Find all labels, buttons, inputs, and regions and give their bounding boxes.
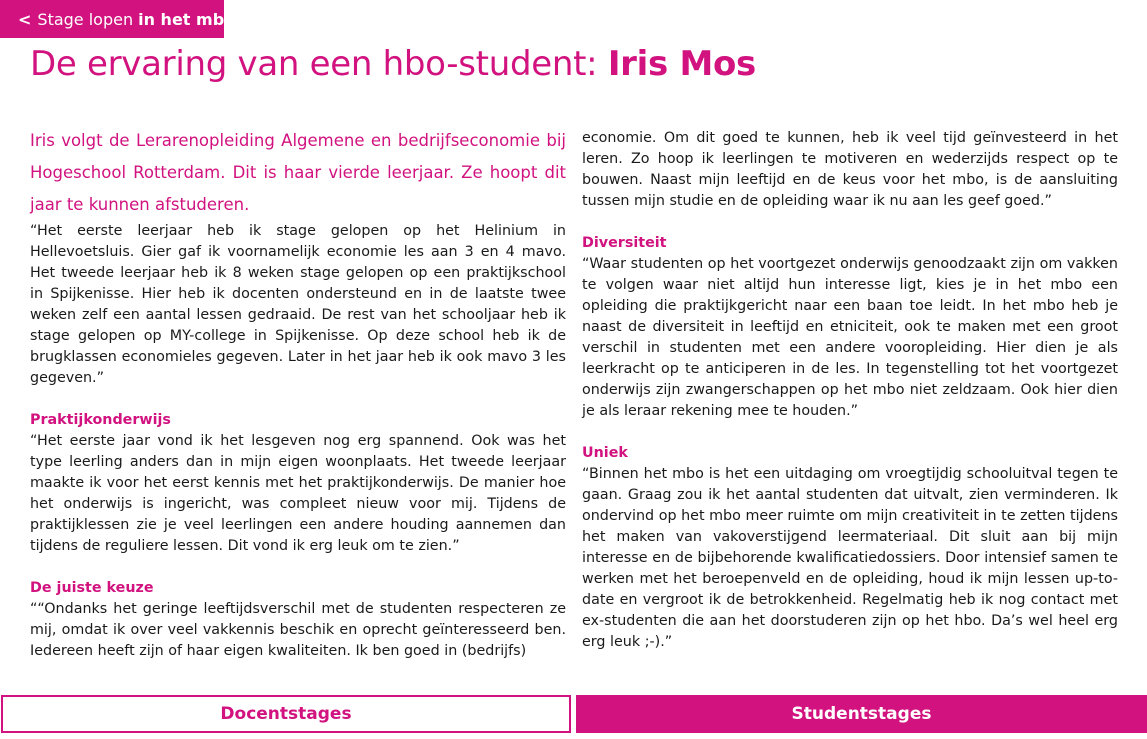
page-title-prefix: De ervaring van een hbo-student: <box>30 44 598 84</box>
paragraph-juiste-keuze: ““Ondanks het geringe leeftijdsverschil met de studenten respecteren ze mij, omdat ik over veel vakkennis beschik en oprecht geïnteresseerd ben. Iedereen heeft zijn of haar eigen kwaliteiten. Ik ben goed in (bedrijfs) <box>30 601 566 659</box>
studentstages-button[interactable]: Studentstages <box>576 695 1147 733</box>
paragraph-uniek: “Binnen het mbo is het een uitdaging om vroegtijdig schooluitval tegen te gaan. Graag zou ik het aantal studenten dat uitvalt, zien verminderen. Ik ondervind op het mbo meer ruimte om mijn creativiteit in te zetten tijdens het maken van vakoverstijgend leermateriaal. Dit sluit aan bij mijn interesse en de bijbehorende kwalificatiedossiers. Door intensief samen te werken met het beroepenveld en de opleiding, houd ik mijn lessen up-to-date en vergroot ik de betrokkenheid. Regelmatig heb ik nog contact met ex-studenten die aan het doorstuderen zijn op het hbo. Da’s wel heel erg erg leuk ;-).” <box>582 466 1118 650</box>
heading-uniek: Uniek <box>582 445 628 461</box>
heading-praktijkonderwijs: Praktijkonderwijs <box>30 412 171 428</box>
paragraph-diversiteit: “Waar studenten op het voortgezet onderwijs genoodzaakt zijn om vakken te volgen waar niet altijd hun interesse ligt, kies je in het mbo een opleiding die praktijkgericht naar een baan toe leidt. In het mbo heb je naast de diversiteit in leeftijd en etniciteit, ook te maken met een groot verschil in studenten met een andere vooropleiding. Hier dien je als leerkracht op te anticiperen in de les. In tegenstelling tot het voortgezet onderwijs zijn zwangerschappen op het mbo niet zeldzaam. Ook hier dien je als leraar rekening mee te houden.” <box>582 256 1118 419</box>
heading-diversiteit: Diversiteit <box>582 235 667 251</box>
chevron-left-icon: < <box>18 9 32 29</box>
intro-text: Iris volgt de Lerarenopleiding Algemene en bedrijfseconomie bij Hogeschool Rotterdam. Dit is haar vierde leerjaar. Ze hoopt dit jaar te kunnen afstuderen. <box>30 131 566 214</box>
paragraph-internships: “Het eerste leerjaar heb ik stage gelopen op het Helinium in Hellevoetsluis. Gier gaf ik voornamelijk economie les aan 3 en 4 mavo. Het tweede leerjaar heb ik 8 weken stage gelopen op een praktijkschool in Spijkenisse. Hier heb ik docenten ondersteund en in de laatste twee weken zelf een aantal lessen gedraaid. De rest van het schooljaar heb ik stage gelopen op MY-college in Spijkenisse. Op deze school heb ik de brugklassen economieles gegeven. Later in het jaar heb ik ook mavo 3 les gegeven.” <box>30 223 566 386</box>
docentstages-button[interactable]: Docentstages <box>1 695 571 733</box>
back-link-text: Stage lopen <box>37 9 134 29</box>
page-title-name: Iris Mos <box>607 44 756 84</box>
right-column <box>582 128 1118 653</box>
paragraph-juiste-keuze-continued: economie. Om dit goed te kunnen, heb ik veel tijd geïnvesteerd in het leren. Zo hoop ik leerlingen te motiveren en wederzijds respect op te bouwen. Naast mijn leeftijd en de keus voor het mbo, is de aansluiting tussen mijn studie en de opleiding waar ik nu aan les geef goed.” <box>582 130 1118 209</box>
back-link-bold-text: in het mbo <box>138 9 236 29</box>
heading-juiste-keuze: De juiste keuze <box>30 580 154 596</box>
back-link[interactable] <box>0 0 236 38</box>
paragraph-praktijkonderwijs: “Het eerste jaar vond ik het lesgeven nog erg spannend. Ook was het type leerling anders dan in mijn eigen woonplaats. Het tweede leerjaar maakte ik voor het eerst kennis met het praktijkonderwijs. De manier hoe het onderwijs is ingericht, was compleet nieuw voor mij. Tijdens de praktijklessen zie je veel leerlingen een andere houding aannemen dan tijdens de reguliere lessen. Dit vond ik erg leuk om te zien.” <box>30 433 566 554</box>
left-column <box>30 125 566 662</box>
page-title <box>30 44 756 84</box>
